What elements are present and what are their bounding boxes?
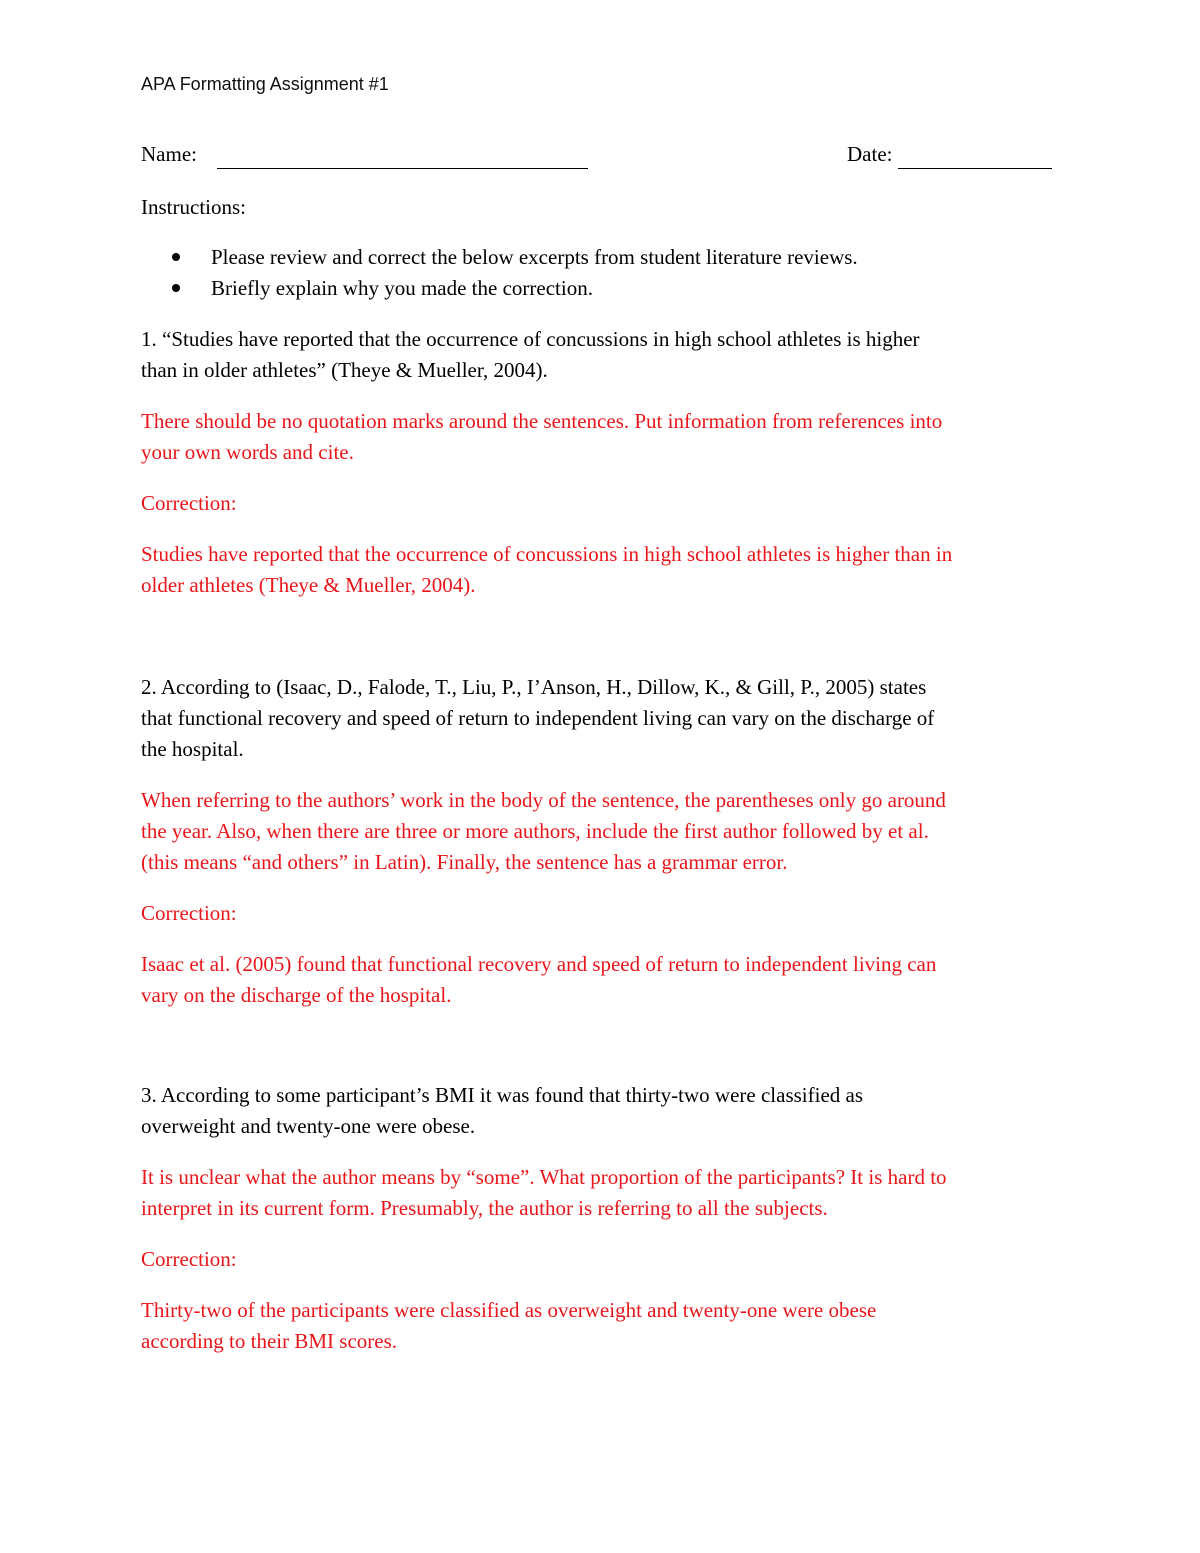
instructions-label: Instructions: xyxy=(141,195,246,219)
explanation-3-line: It is unclear what the author means by “some”. What proportion of the participants? It is hard to xyxy=(141,1165,947,1189)
document-header: APA Formatting Assignment #1 xyxy=(141,74,389,94)
bullet-icon xyxy=(172,253,180,261)
correction-3-line: Thirty-two of the participants were classified as overweight and twenty-one were obese xyxy=(141,1298,877,1322)
question-2-line: the hospital. xyxy=(141,737,244,761)
explanation-3-line: interpret in its current form. Presumably, the author is referring to all the subjects. xyxy=(141,1196,828,1220)
correction-3-label: Correction: xyxy=(141,1247,237,1271)
explanation-2-line: When referring to the authors’ work in the body of the sentence, the parentheses only go around xyxy=(141,788,946,812)
question-1-line: than in older athletes” (Theye & Mueller, 2004). xyxy=(141,358,548,382)
correction-1-label: Correction: xyxy=(141,491,237,515)
document-page: APA Formatting Assignment #1 Name: Date: Instructions: Please review and correct the below excerpts from student literature reviews. Briefly explain why you made the correction. 1. “Studies have reported that the occurrence of concussions in high school athletes is higher than in older athletes” (Theye & Mueller, 2004). There should be no quotation marks around the sentences. Put information from references into your own words and cite. Correction: Studies have reported that the occurrence of concussions in high school athletes is higher than in older athletes (Theye & Mueller, 2004). 2. According to (Isaac, D., Falode, T., Liu, P., I’Anson, H., Dillow, K., & Gill, P., 2005) states that functional recovery and speed of return to independent living can vary on the discharge of the hospital. When referring to the authors’ work in the body of the sentence, the parentheses only go around the year. Also, when there are three or more authors, include the first author followed by et al. (this means “and others” in Latin). Finally, the sentence has a grammar error. Correction: Isaac et al. (2005) found that functional recovery and speed of return to independent living can vary on the discharge of the hospital. 3. According to some participant’s BMI it was found that thirty-two were classified as overweight and twenty-one were obese. It is unclear what the author means by “some”. What proportion of the participants? It is hard to interpret in its current form. Presumably, the author is referring to all the subjects. Correction: Thirty-two of the participants were classified as overweight and twenty-one were obese according to their BMI scores. xyxy=(0,0,1200,1553)
date-blank-line xyxy=(898,168,1052,169)
explanation-2-line: (this means “and others” in Latin). Finally, the sentence has a grammar error. xyxy=(141,850,788,874)
correction-2-line: Isaac et al. (2005) found that functional recovery and speed of return to independent living can xyxy=(141,952,937,976)
name-blank-line xyxy=(217,168,588,169)
name-label: Name: xyxy=(141,142,197,166)
explanation-1-line: your own words and cite. xyxy=(141,440,354,464)
question-3-line: 3. According to some participant’s BMI it was found that thirty-two were classified as xyxy=(141,1083,864,1107)
correction-1-line: Studies have reported that the occurrence of concussions in high school athletes is higher than in xyxy=(141,542,953,566)
correction-1-line: older athletes (Theye & Mueller, 2004). xyxy=(141,573,476,597)
correction-2-label: Correction: xyxy=(141,901,237,925)
question-2-line: that functional recovery and speed of return to independent living can vary on the discharge of xyxy=(141,706,935,730)
explanation-2-line: the year. Also, when there are three or more authors, include the first author followed by et al. xyxy=(141,819,929,843)
question-3-line: overweight and twenty-one were obese. xyxy=(141,1114,476,1138)
date-label: Date: xyxy=(847,142,893,166)
question-1-line: 1. “Studies have reported that the occurrence of concussions in high school athletes is higher xyxy=(141,327,920,351)
name-date-row xyxy=(141,142,1053,173)
bullet-icon xyxy=(172,284,180,292)
question-2-line: 2. According to (Isaac, D., Falode, T., Liu, P., I’Anson, H., Dillow, K., & Gill, P., 2005) states xyxy=(141,675,927,699)
correction-2-line: vary on the discharge of the hospital. xyxy=(141,983,452,1007)
explanation-1-line: There should be no quotation marks around the sentences. Put information from references into xyxy=(141,409,943,433)
correction-3-line: according to their BMI scores. xyxy=(141,1329,398,1353)
